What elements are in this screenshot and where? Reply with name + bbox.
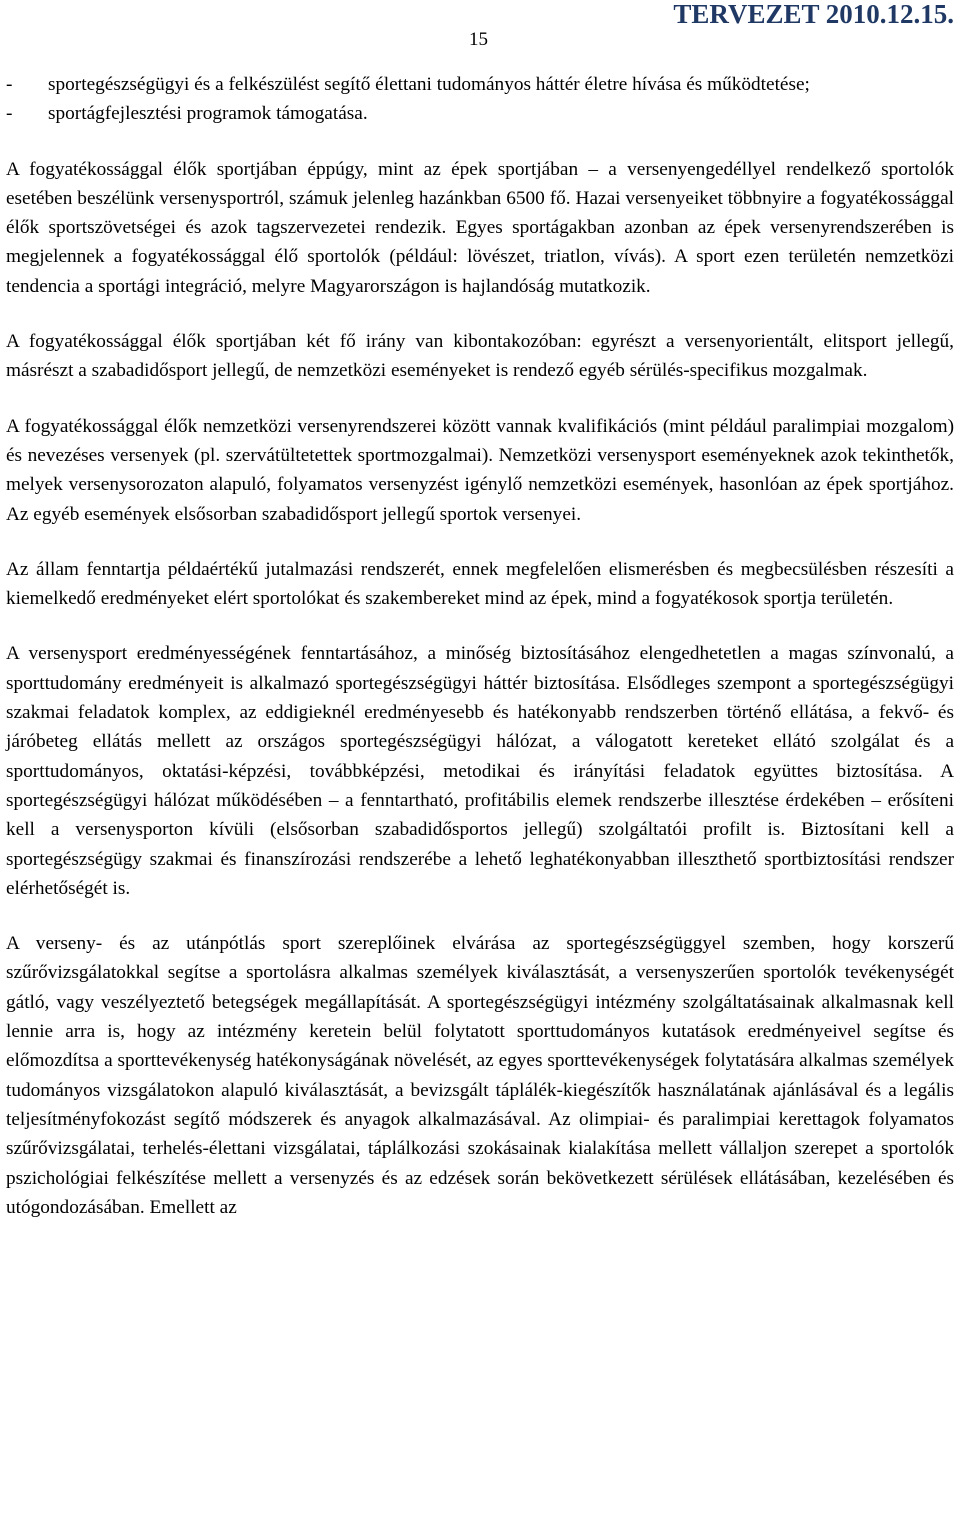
paragraph-international-competitions: A fogyatékossággal élők nemzetközi versenyrendszerei között vannak kvalifikációs (mint például paralimpiai mozgalom) és nevezéses versenyek (pl. szervátültetettek sportmozgalmai). Nemzetközi versenysport eseményeknek azok tekinthetők, melyek versenysorozaton alapuló, folyamatos versenyzést igénylő nemzetközi események, hasonlóan az épek sportjához. Az egyéb események elsősorban szabadidősport jellegű sportok versenyei. [6, 415, 954, 525]
bullet-text: sportágfejlesztési programok támogatása. [48, 103, 368, 125]
draft-label: TERVEZET 2010.12.15. [673, 0, 954, 29]
bullet-dash: - [6, 74, 13, 95]
bullet-item [6, 70, 954, 99]
page-number: 15 [469, 29, 488, 50]
paragraph-sports-health-background: A versenysport eredményességének fenntartásához, a minőség biztosításához elengedhetetlen a magas színvonalú, a sporttudomány eredményeit is alkalmazó sportegészségügyi háttér biztosítása. Elsődleges szempont a sportegészségügyi szakmai feladatok komplex, az eddigieknél eredményesebb és hatékonyabb rendszerben történő ellátása, a fekvő- és járóbeteg ellátás mellett az országos sportegészségügyi hálózat, a válogatott kereteket ellátó szolgálat és a sporttudományos, oktatási-képzési, továbbképzési, metodikai és irányítási feladatok együttes biztosítása. A sportegészségügyi hálózat működésében – a fenntartható, profitábilis elemek rendszerbe illesztése érdekében – erősíteni kell a versenysporton kívüli (elsősorban szabadidősportos jellegű) szolgáltatói profilt is. Biztosítani kell a sportegészségügy szakmai és finanszírozási rendszerébe a lehető leghatékonyabban illeszthető sportbiztosítási rendszer elérhetőségét is. [6, 643, 954, 899]
bullet-dash: - [6, 103, 13, 125]
paragraph-competitive-disabled-sport: A fogyatékossággal élők sportjában éppúgy, mint az épek sportjában – a versenyengedéllyel rendelkező sportolók esetében beszélünk versenysportról, számuk jelenleg hazánkban 6500 fő. Hazai versenyeiket többnyire a fogyatékossággal élők sportszövetségei és azok tagszervezetei rendezik. Egyes sportágakban azonban az épek versenyrendszerében is megjelennek a fogyatékossággal élő sportolók (például: lövészet, triatlon, vívás). A sport ezen területén nemzetközi tendencia a sportági integráció, melyre Magyarországon is hajlandóság mutatkozik. [6, 158, 954, 297]
paragraph-screening-expectations: A verseny- és az utánpótlás sport szereplőinek elvárása az sportegészségüggyel szemben, hogy korszerű szűrővizsgálatokkal segítse a sportolásra alkalmas személyek kiválasztását, a versenyszerűen sportolók tevékenységét gátló, vagy veszélyeztető betegségek megállapítását. A sportegészségügyi intézmény szolgáltatásainak alkalmasnak kell lennie arra is, hogy az intézmény keretein belül folytatott sporttudományos kutatások eredményeivel segítse és előmozdítsa a sporttevékenység hatékonyságának növelését, az egyes sporttevékenységek folytatására alkalmas személyek tudományos vizsgálatokon alapuló kiválasztását, a bevizsgált táplálék-kiegészítők használatának ajánlásával és a legális teljesítményfokozást segítő módszerek és anyagok alkalmazásával. Az olimpiai- és paralimpiai kerettagok folyamatos szűrővizsgálatai, terhelés-élettani vizsgálatai, táplálkozási szokásainak kialakítása mellett vállaljon szerepet a sportolók pszichológiai felkészítése mellett a versenyzés és az edzések során bekövetkezett sérülések ellátásában, kezelésében és utógondozásában. Emellett az [6, 933, 954, 1218]
paragraph-state-rewards: Az állam fenntartja példaértékű jutalmazási rendszerét, ennek megfelelően elismerésben és megbecsülésben részesíti a kiemelkedő eredményeket elért sportolókat és szakembereket mind az épek, mind a fogyatékosok sportja területén. [6, 558, 954, 610]
bullet-text: sportegészségügyi és a felkészülést segítő élettani tudományos háttér életre hívása és működtetése; [48, 74, 810, 95]
bullet-item [6, 99, 954, 128]
paragraph-two-directions: A fogyatékossággal élők sportjában két fő irány van kibontakozóban: egyrészt a versenyorientált, elitsport jellegű, másrészt a szabadidősport jellegű, de nemzetközi eseményeket is rendező egyéb sérülés-specifikus mozgalmak. [6, 331, 954, 382]
document-body [6, 70, 954, 1222]
